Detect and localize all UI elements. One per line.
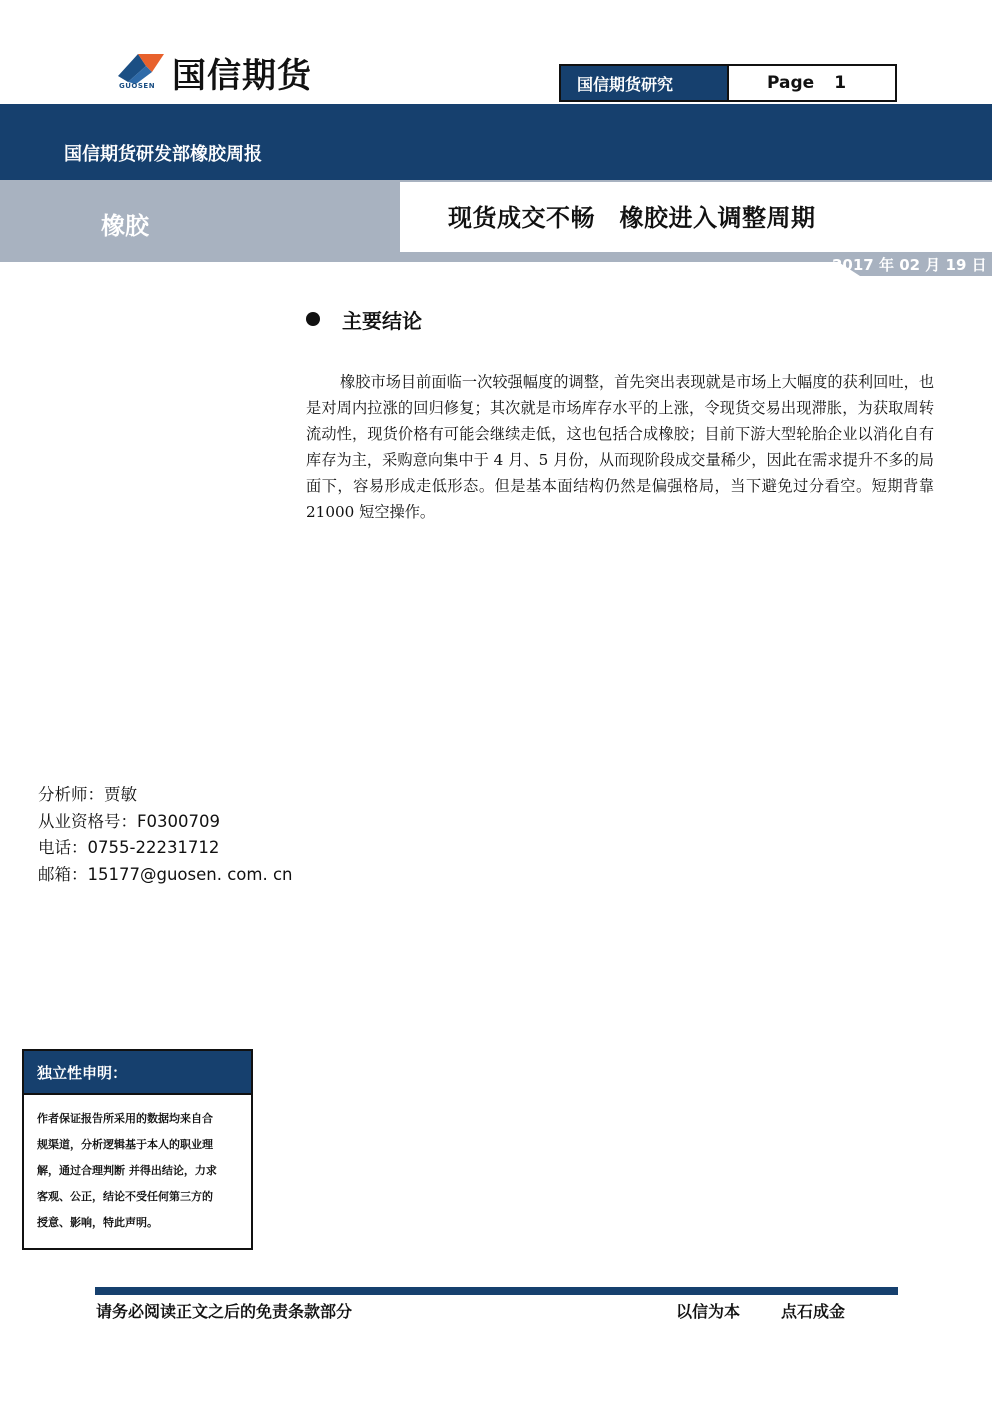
- report-series-title: 国信期货研发部橡胶周报: [64, 144, 262, 165]
- footer-divider: [95, 1287, 898, 1295]
- bullet-icon: [306, 312, 320, 326]
- company-logo-text: 国信期货: [172, 56, 312, 96]
- analyst-info: [38, 782, 292, 888]
- independence-line: 客观、公正，结论不受任何第三方的: [37, 1190, 213, 1203]
- section-label: 国信期货研究: [561, 66, 729, 100]
- independence-line: 授意、影响，特此声明。: [37, 1216, 158, 1229]
- category-label: 橡胶: [101, 212, 149, 240]
- independence-statement-box: [22, 1049, 253, 1250]
- independence-line: 规渠道，分析逻辑基于本人的职业理: [37, 1138, 213, 1151]
- analyst-email: 邮箱：15177@guosen. com. cn: [38, 864, 293, 884]
- analyst-phone: 电话：0755-22231712: [38, 838, 220, 857]
- independence-line: 解，通过合理判断 并得出结论，力求: [37, 1164, 217, 1177]
- footer-motto-2: 点石成金: [781, 1302, 846, 1321]
- conclusion-heading: 主要结论: [342, 309, 422, 333]
- page-number: 1: [834, 73, 847, 93]
- independence-body: [24, 1095, 251, 1236]
- footer-motto-1: 以信为本: [676, 1302, 741, 1321]
- conclusion-paragraph: 橡胶市场目前面临一次较强幅度的调整，首先突出表现就是市场上大幅度的获利回吐，也是对周内拉涨的回归修复；其次就是市场库存水平的上涨，令现货交易出现滞胀，为获取周转流动性，现货价格有可能会继续走低，这也包括合成橡胶；目前下游大型轮胎企业以消化自有库存为主，采购意向集中于 4 月、5 月份，从而现阶段成交量稀少，因此在需求提升不多的局面下，容易形成走低形态。但是基本面结构仍然是偏强格局，当下避免过分看空。短期背靠 21000 短空操作。: [306, 373, 934, 521]
- independence-line: 作者保证报告所采用的数据均来自合: [37, 1112, 213, 1125]
- analyst-license: 从业资格号：F0300709: [38, 811, 220, 831]
- report-date: 2017 年 02 月 19 日: [832, 256, 987, 274]
- independence-title: 独立性申明：: [24, 1051, 251, 1095]
- footer-disclaimer: 请务必阅读正文之后的免责条款部分: [96, 1302, 353, 1321]
- page-indicator: [729, 66, 895, 100]
- page-header-box: [559, 64, 897, 102]
- analyst-name: 分析师：贾敏: [38, 785, 137, 804]
- page-title: 现货成交不畅 橡胶进入调整周期: [448, 204, 816, 232]
- page-label: Page: [767, 73, 815, 93]
- company-logo-subtext: GUOSEN: [119, 82, 156, 90]
